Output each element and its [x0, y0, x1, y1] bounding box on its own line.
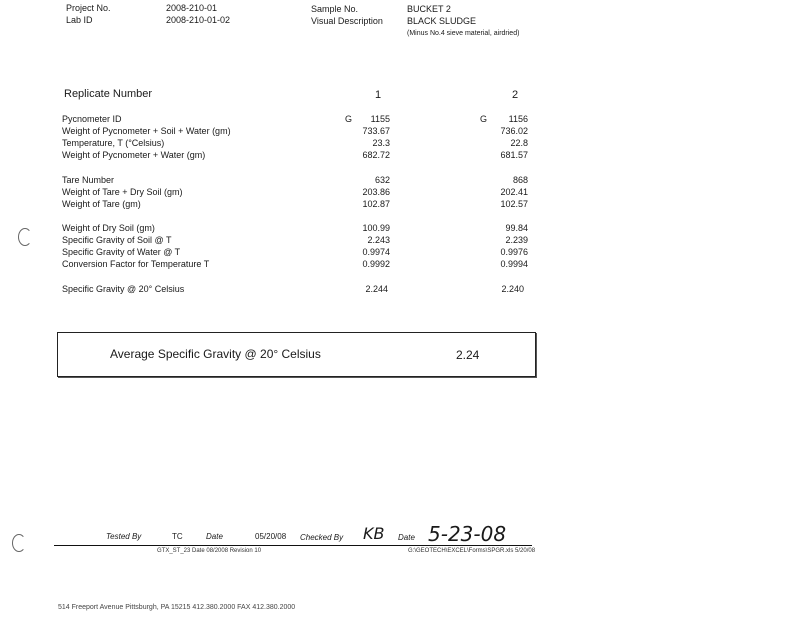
average-specific-gravity-label: Average Specific Gravity @ 20° Celsius — [110, 347, 321, 361]
pycnometer-prefix-1: G — [345, 114, 353, 124]
conversion-factor-2: 0.9994 — [500, 259, 528, 269]
specific-gravity-20c-1: 2.244 — [365, 284, 388, 294]
row-label-specific-gravity-soil: Specific Gravity of Soil @ T — [62, 235, 172, 245]
tare-number-1: 632 — [374, 175, 390, 185]
replicate-col-1: 1 — [375, 89, 382, 101]
sample-number-label: Sample No. — [311, 4, 359, 14]
specific-gravity-soil-1: 2.243 — [367, 235, 390, 245]
row-label-tare-number: Tare Number — [62, 175, 115, 185]
signature-rule — [54, 545, 532, 546]
row-label-specific-gravity-water: Specific Gravity of Water @ T — [62, 247, 181, 257]
lab-id-value: 2008-210-01-02 — [166, 15, 231, 25]
visual-description-value: BLACK SLUDGE — [407, 16, 477, 26]
company-address: 514 Freeport Avenue Pittsburgh, PA 15215 412.380.2000 FAX 412.380.2000 — [58, 604, 296, 611]
weight-dry-soil-1: 100.99 — [362, 223, 390, 233]
average-specific-gravity-value: 2.24 — [456, 348, 480, 362]
checked-by-label: Checked By — [300, 533, 344, 542]
visual-description-label: Visual Description — [311, 16, 383, 26]
weight-tare-dry-soil-2: 202.41 — [500, 187, 528, 197]
row-label-temperature: Temperature, T (°Celsius) — [62, 138, 165, 148]
specific-gravity-soil-2: 2.239 — [505, 235, 528, 245]
specific-gravity-20c-2: 2.240 — [501, 284, 524, 294]
visual-description-note: (Minus No.4 sieve material, airdried) — [407, 30, 520, 37]
weight-tare-dry-soil-1: 203.86 — [362, 187, 390, 197]
tested-by-label: Tested By — [106, 532, 142, 541]
row-label-weight-tare-dry-soil: Weight of Tare + Dry Soil (gm) — [62, 187, 183, 197]
row-label-weight-pycnometer-soil-water: Weight of Pycnometer + Soil + Water (gm) — [62, 126, 231, 136]
row-label-conversion-factor: Conversion Factor for Temperature T — [62, 259, 210, 269]
tare-number-2: 868 — [512, 175, 528, 185]
project-number-value: 2008-210-01 — [166, 3, 218, 13]
conversion-factor-1: 0.9992 — [362, 259, 390, 269]
specific-gravity-water-2: 0.9976 — [500, 247, 528, 257]
weight-tare-2: 102.57 — [500, 199, 528, 209]
row-label-weight-tare: Weight of Tare (gm) — [62, 199, 141, 209]
row-label-weight-dry-soil: Weight of Dry Soil (gm) — [62, 223, 155, 233]
row-label-pycnometer-id: Pycnometer ID — [62, 114, 122, 124]
pycnometer-id-2: 1156 — [508, 114, 528, 124]
tested-by-value: TC — [172, 532, 183, 541]
checked-date-value: 5-23-08 — [428, 522, 507, 546]
row-label-specific-gravity-20c: Specific Gravity @ 20° Celsius — [62, 284, 185, 294]
lab-id-label: Lab ID — [66, 15, 93, 25]
weight-pycnometer-soil-water-1: 733.67 — [362, 126, 390, 136]
file-path: G:\GEOTECH\EXCEL\Forms\SPGR.xls 5/20/08 — [408, 548, 536, 554]
punch-hole-mark — [18, 228, 32, 246]
replicate-col-2: 2 — [512, 89, 519, 101]
sample-number-value: BUCKET 2 — [407, 4, 451, 14]
date-label: Date — [206, 532, 223, 541]
punch-hole-mark-lower — [12, 534, 26, 552]
temperature-2: 22.8 — [510, 138, 528, 148]
weight-pycnometer-soil-water-2: 736.02 — [500, 126, 528, 136]
temperature-1: 23.3 — [372, 138, 390, 148]
form-code: GTX_ST_23 Date 08/2008 Revision 10 — [157, 548, 262, 554]
project-number-label: Project No. — [66, 3, 111, 13]
weight-pycnometer-water-2: 681.57 — [500, 150, 528, 160]
row-label-weight-pycnometer-water: Weight of Pycnometer + Water (gm) — [62, 150, 206, 160]
weight-dry-soil-2: 99.84 — [505, 223, 528, 233]
weight-tare-1: 102.87 — [362, 199, 390, 209]
pycnometer-prefix-2: G — [480, 114, 488, 124]
specific-gravity-water-1: 0.9974 — [362, 247, 390, 257]
checked-by-initials: KB — [363, 524, 385, 543]
pycnometer-id-1: 1155 — [370, 114, 390, 124]
weight-pycnometer-water-1: 682.72 — [362, 150, 390, 160]
replicate-number-label: Replicate Number — [64, 88, 153, 100]
date-value: 05/20/08 — [255, 532, 287, 541]
checked-date-label: Date — [398, 533, 415, 542]
